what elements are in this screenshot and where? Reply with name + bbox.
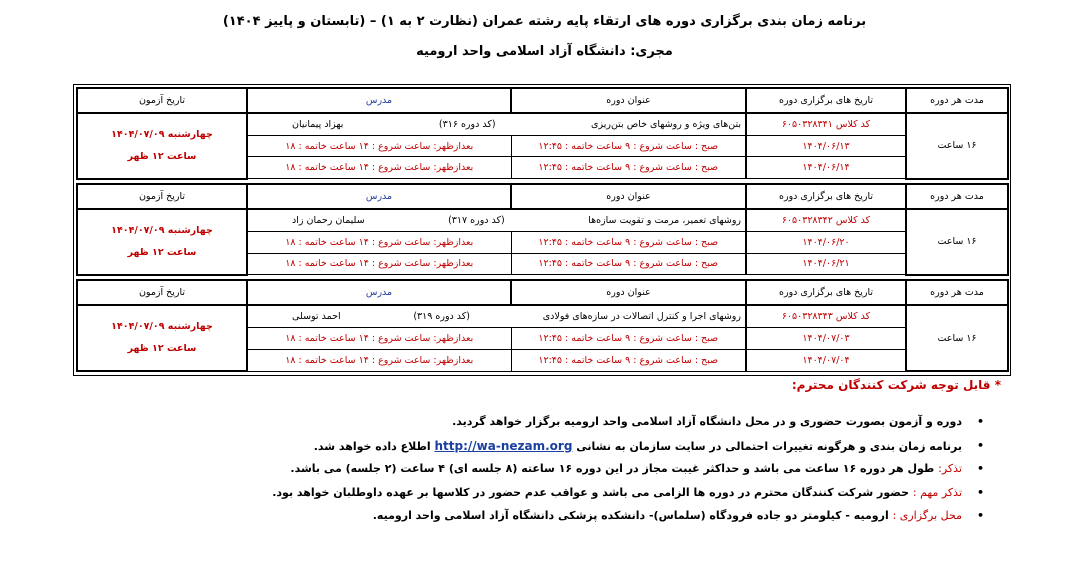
notice-item	[0, 412, 990, 436]
notice-text: حضور شرکت کنندگان محترم در دوره ها الزامی می باشد و عواقب عدم حضور در کلاسها بر عهده داوطلبان خواهد بود.	[272, 485, 910, 499]
col-duration: مدت هر دوره	[906, 280, 1008, 305]
exam-time: ساعت ۱۲ ظهر	[127, 150, 197, 162]
course-title: روشهای تعمیر، مرمت و تقویت سازه‌ها	[588, 215, 741, 227]
col-dates: تاریخ های برگزاری دوره	[746, 280, 906, 305]
col-exam: تاریخ آزمون	[77, 184, 247, 209]
col-course: عنوان دوره	[511, 280, 746, 305]
col-duration: مدت هر دوره	[906, 184, 1008, 209]
morning-session: صبح : ساعت شروع : ۹ ساعت خاتمه : ۱۲:۴۵	[511, 253, 746, 275]
col-exam: تاریخ آزمون	[77, 88, 247, 113]
morning-session: صبح : ساعت شروع : ۹ ساعت خاتمه : ۱۲:۴۵	[511, 328, 746, 350]
header-row	[77, 280, 1008, 305]
morning-session: صبح : ساعت شروع : ۹ ساعت خاتمه : ۱۲:۴۵	[511, 231, 746, 253]
session-date: ۱۴۰۴/۰۶/۲۰	[746, 231, 906, 253]
col-course: عنوان دوره	[511, 88, 746, 113]
table-row	[77, 113, 1008, 135]
duration-cell: ۱۶ ساعت	[906, 305, 1008, 371]
notice-title: * قابل توجه شرکت کنندگان محترم:	[791, 378, 1001, 392]
afternoon-session: بعدازظهر: ساعت شروع : ۱۴ ساعت خاتمه : ۱۸	[247, 328, 511, 350]
table-row	[77, 209, 1008, 231]
notice-text: دوره و آزمون بصورت حضوری و در محل دانشگاه آزاد اسلامی واحد ارومیه برگزار خواهد گردید.	[452, 415, 962, 428]
exam-day: چهارشنبه ۱۴۰۴/۰۷/۰۹	[111, 321, 213, 333]
header-row	[77, 88, 1008, 113]
col-instructor: مدرس	[247, 184, 511, 209]
page-subtitle: مجری: دانشگاه آزاد اسلامی واحد ارومیه	[416, 44, 673, 59]
course-cell	[247, 209, 746, 231]
exam-cell	[77, 209, 247, 274]
col-dates: تاریخ های برگزاری دوره	[746, 88, 906, 113]
bullet-icon: •	[976, 438, 984, 452]
session-date: ۱۴۰۴/۰۶/۱۴	[746, 157, 906, 179]
class-code: کد کلاس ۶۰۵۰۳۲۸۳۴۱	[746, 113, 906, 135]
morning-session: صبح : ساعت شروع : ۹ ساعت خاتمه : ۱۲:۴۵	[511, 349, 746, 371]
table-row	[77, 305, 1008, 327]
notice-item	[0, 483, 990, 507]
morning-session: صبح : ساعت شروع : ۹ ساعت خاتمه : ۱۲:۴۵	[511, 157, 746, 179]
notice-label: تذکر:	[938, 462, 962, 475]
duration-cell: ۱۶ ساعت	[906, 113, 1008, 178]
course-cell	[247, 305, 746, 327]
bullet-icon: •	[976, 485, 984, 499]
course-cell	[247, 113, 746, 135]
course-title: روشهای اجرا و کنترل اتصالات در سازه‌های فولادی	[542, 311, 741, 323]
col-exam: تاریخ آزمون	[77, 280, 247, 305]
col-duration: مدت هر دوره	[906, 88, 1008, 113]
notice-label: محل برگزاری :	[892, 509, 962, 522]
exam-time: ساعت ۱۲ ظهر	[127, 343, 197, 355]
session-date: ۱۴۰۴/۰۷/۰۴	[746, 349, 906, 371]
notice-list	[0, 412, 990, 530]
course-code: (کد دوره ۳۱۹)	[413, 311, 470, 323]
notice-text: طول هر دوره ۱۶ ساعت می باشد و حداکثر غیبت مجاز در این دوره ۱۶ ساعته (۸ جلسه ای) ۴ ساعت (۲ جلسه) می باشد.	[290, 462, 935, 475]
afternoon-session: بعدازظهر: ساعت شروع : ۱۴ ساعت خاتمه : ۱۸	[247, 135, 511, 157]
instructor-name: بهزاد پیمانیان	[292, 118, 344, 130]
bullet-icon: •	[976, 462, 984, 475]
course-title: بتن‌های ویژه و روشهای خاص بتن‌ریزی	[591, 118, 741, 130]
col-dates: تاریخ های برگزاری دوره	[746, 184, 906, 209]
bullet-icon: •	[976, 415, 984, 428]
bullet-icon: •	[976, 509, 984, 522]
notice-item	[0, 459, 990, 483]
exam-time: ساعت ۱۲ ظهر	[127, 246, 197, 258]
col-course: عنوان دوره	[511, 184, 746, 209]
notice-text: برنامه زمان بندی و هرگونه تغییرات احتمالی در سایت سازمان به نشانی	[576, 439, 962, 453]
duration-cell: ۱۶ ساعت	[906, 209, 1008, 274]
exam-cell	[77, 305, 247, 371]
afternoon-session: بعدازظهر: ساعت شروع : ۱۴ ساعت خاتمه : ۱۸	[247, 253, 511, 275]
exam-day: چهارشنبه ۱۴۰۴/۰۷/۰۹	[111, 128, 213, 140]
header-row	[77, 184, 1008, 209]
page-title: برنامه زمان بندی برگزاری دوره های ارتقاء پایه رشته عمران (نظارت ۲ به ۱) – (تابستان و پاییز ۱۴۰۴)	[222, 14, 867, 29]
website-link[interactable]: http://wa-nezam.org	[434, 438, 573, 453]
col-instructor: مدرس	[247, 88, 511, 113]
notice-label: تذکر مهم :	[912, 485, 962, 499]
session-date: ۱۴۰۴/۰۶/۲۱	[746, 253, 906, 275]
exam-cell	[77, 113, 247, 178]
notice-text-after: اطلاع داده خواهد شد.	[313, 439, 431, 453]
notice-text: ارومیه - کیلومتر دو جاده فرودگاه (سلماس)- دانشکده پزشکی دانشگاه آزاد اسلامی واحد ارومیه.	[372, 509, 889, 522]
notice-item	[0, 506, 990, 530]
instructor-name: سلیمان رحمان زاد	[292, 215, 365, 227]
schedule-table	[76, 87, 1009, 372]
notice-item	[0, 436, 990, 460]
class-code: کد کلاس ۶۰۵۰۳۲۸۳۴۳	[746, 305, 906, 327]
course-code: (کد دوره ۳۱۶)	[438, 118, 496, 130]
col-instructor: مدرس	[247, 280, 511, 305]
afternoon-session: بعدازظهر: ساعت شروع : ۱۴ ساعت خاتمه : ۱۸	[247, 349, 511, 371]
session-date: ۱۴۰۴/۰۷/۰۳	[746, 328, 906, 350]
exam-day: چهارشنبه ۱۴۰۴/۰۷/۰۹	[111, 224, 213, 236]
afternoon-session: بعدازظهر: ساعت شروع : ۱۴ ساعت خاتمه : ۱۸	[247, 157, 511, 179]
afternoon-session: بعدازظهر: ساعت شروع : ۱۴ ساعت خاتمه : ۱۸	[247, 231, 511, 253]
instructor-name: احمد توسلی	[292, 311, 341, 323]
morning-session: صبح : ساعت شروع : ۹ ساعت خاتمه : ۱۲:۴۵	[511, 135, 746, 157]
session-date: ۱۴۰۴/۰۶/۱۳	[746, 135, 906, 157]
class-code: کد کلاس ۶۰۵۰۳۲۸۳۴۲	[746, 209, 906, 231]
course-code: (کد دوره ۳۱۷)	[448, 215, 505, 227]
